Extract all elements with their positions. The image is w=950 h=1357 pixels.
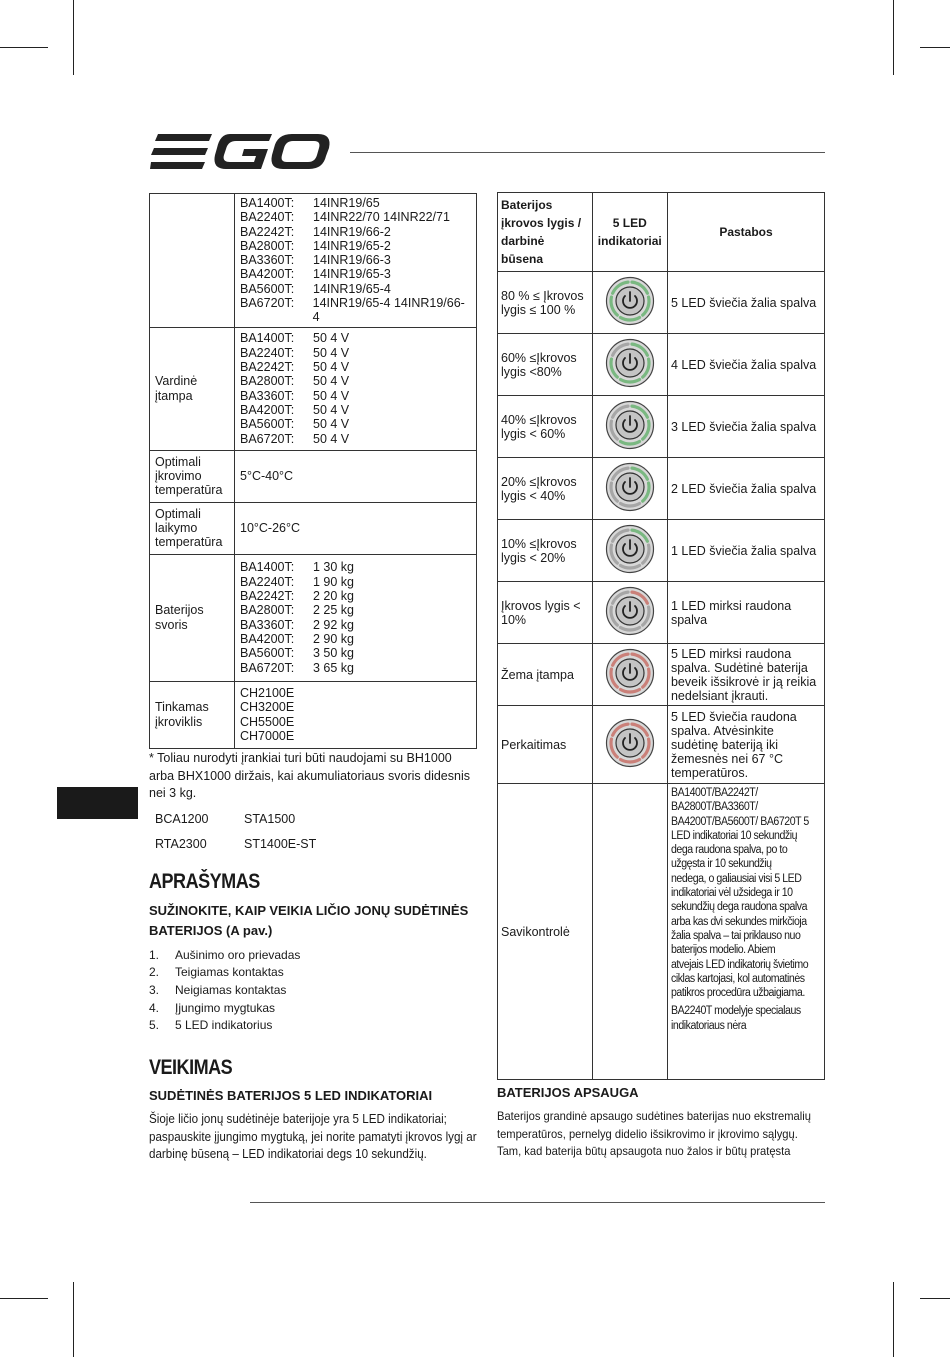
spec-pair [240,210,471,224]
spec-pair [240,282,471,296]
led-row [498,520,825,582]
power-led-ring-icon [605,718,655,768]
model: BA3360T: [240,388,295,403]
value: 50 4 V [313,402,350,417]
state-cell: 60% ≤Įkrovos lygis <80% [498,334,593,396]
value: 14INR19/65 [313,196,380,210]
model: BA3360T: [240,617,295,632]
value: 14INR19/66-3 [313,253,391,268]
tool-row [155,812,333,826]
tool-row [155,837,333,851]
list-number: 5. [149,1018,160,1033]
spec-pair [240,331,471,345]
note-cell: 5 LED šviečia raudona spalva. Atvėsinkite sudėtinę bateriją iki žemesnės nei 67 °C temperatūros. [667,706,824,784]
model: BA2800T: [240,603,295,618]
led-header-row [498,193,825,272]
value: 50 4 V [313,388,350,403]
note-cell: 3 LED šviečia žalia spalva [667,396,824,458]
protection-text: Baterijos grandinė apsaugo sudėtines baterijas nuo ekstremalių temperatūros, pernelyg didelio išsikrovimo ir įkrovimo sąlygų. Tam, kad baterija būtų apsaugota nuo žalos ir būtų pratęsta [497,1109,811,1158]
spec-pair [240,296,471,325]
spec-label: Vardinė įtampa [150,327,235,450]
list-item [149,999,300,1017]
selfcheck-note-2: BA2240T modelyje specialaus indikatoriaus nėra [670,1005,801,1032]
state-cell: Perkaitimas [498,706,593,784]
model: BA1400T: [240,196,295,210]
spec-pair [240,560,471,574]
list-item [149,981,300,999]
spec-values [235,194,477,328]
spec-pair [240,403,471,417]
list-text: Įjungimo mygtukas [175,1000,276,1015]
weight-note: * Toliau nurodyti įrankiai turi būti naudojami su BH1000 arba BHX1000 diržais, kai akumuliatoriaus svoris didesnis nei 3 kg. [149,751,470,800]
power-led-ring-icon [605,462,655,512]
spec-values [235,327,477,450]
led-cell [592,706,667,784]
state-cell: 80 % ≤ Įkrovos lygis ≤ 100 % [498,272,593,334]
led-cell [592,396,667,458]
spec-label: Optimali laikymo temperatūra [150,502,235,554]
value: 50 4 V [313,331,350,346]
spec-pair [240,646,471,660]
spec-pair [240,360,471,374]
model: BA2242T: [240,224,295,239]
model: BA4200T: [240,402,295,417]
value: 14INR19/65-2 [313,238,391,253]
spec-pair [240,374,471,388]
spec-pair [240,389,471,403]
spec-pair [240,225,471,239]
crop-mark [893,1282,894,1357]
led-row [498,272,825,334]
state-cell: 20% ≤Įkrovos lygis < 40% [498,458,593,520]
crop-mark [920,1298,950,1299]
spec-row-storage-temp [150,502,477,554]
operation-text: Šioje ličio jonų sudėtinėje baterijoje yra 5 LED indikatoriai; paspauskite įjungimo mygtuką, jei norite pamatyti įkrovos lygį ar darbinę būseną – LED indikatoriai degs 10 sekundžių. [149,1112,477,1161]
spec-label: Tinkamas įkroviklis [150,681,235,748]
header-rule [350,152,825,153]
led-row-selfcheck [498,784,825,1080]
spec-table [149,193,477,749]
spec-value: 10°C-26°C [235,502,477,554]
model: BA5600T: [240,281,295,296]
spec-value: 5°C-40°C [235,450,477,502]
led-cell [592,272,667,334]
model: BA2240T: [240,345,295,360]
model: BA2242T: [240,360,295,375]
value: 50 4 V [313,417,350,432]
spec-row-voltage [150,327,477,450]
col-header-state: Baterijos įkrovos lygis / darbinė būsena [498,193,593,272]
power-led-ring-icon [605,648,655,698]
spec-values [235,681,477,748]
model: BA6720T: [240,296,295,311]
crop-mark [893,0,894,75]
crop-mark [0,47,48,48]
note-cell: 5 LED šviečia žalia spalva [667,272,824,334]
value: 50 4 V [313,360,350,375]
model: BA4200T: [240,631,295,646]
model: BA3360T: [240,253,295,268]
tool-name: RTA2300 [155,837,207,851]
crop-mark [0,1298,48,1299]
list-text: Aušinimo oro prievadas [175,947,301,962]
spec-pair [240,432,471,446]
note-cell: 1 LED šviečia žalia spalva [667,520,824,582]
col-header-led: 5 LED indikatoriai [592,193,667,272]
list-number: 1. [149,947,160,962]
state-cell: Įkrovos lygis < 10% [498,582,593,644]
value: 2 92 kg [313,617,355,632]
spec-pair [240,239,471,253]
spec-pair [240,603,471,617]
footer-rule [250,1202,825,1203]
led-cell-empty [592,784,667,1080]
spec-label: Baterijos svoris [150,554,235,681]
spec-row-cells [150,194,477,328]
led-cell [592,458,667,520]
crop-mark [920,47,950,48]
spec-pair [240,417,471,431]
value: 1 30 kg [313,560,355,575]
list-text: Teigiamas kontaktas [175,965,284,980]
value: 14INR22/70 14INR22/71 [313,210,450,225]
model: BA1400T: [240,560,295,575]
value: 50 4 V [313,431,350,446]
model: BA1400T: [240,331,295,346]
led-cell [592,334,667,396]
protection-heading: BATERIJOS APSAUGA [497,1085,639,1100]
led-cell [592,644,667,706]
description-heading: APRAŠYMAS [149,870,260,893]
value: 14INR19/65-4 [313,281,391,296]
led-cell [592,582,667,644]
spec-values [235,554,477,681]
note-cell: 2 LED šviečia žalia spalva [667,458,824,520]
spec-label [150,194,235,328]
spec-pair [240,575,471,589]
col-header-notes: Pastabos [667,193,824,272]
list-text: 5 LED indikatorius [175,1018,273,1033]
state-cell: Žema įtampa [498,644,593,706]
note-cell: 1 LED mirksi raudona spalva [667,582,824,644]
model: BA5600T: [240,417,295,432]
crop-mark [73,0,74,75]
spec-row-charge-temp [150,450,477,502]
model: BA2240T: [240,574,295,589]
model: BA2240T: [240,210,295,225]
led-row [498,582,825,644]
crop-mark [73,1282,74,1357]
model: BA2800T: [240,374,295,389]
spec-pair [240,346,471,360]
tool-name: ST1400E-ST [244,837,317,851]
value: 1 90 kg [313,574,355,589]
value: 50 4 V [313,345,350,360]
spec-pair [240,253,471,267]
spec-pair [240,196,471,210]
spec-pair [240,661,471,675]
list-item [149,946,300,964]
value: 2 25 kg [313,603,355,618]
value: 3 65 kg [313,660,355,675]
led-row [498,458,825,520]
power-led-ring-icon [605,524,655,574]
model: BA2800T: [240,238,295,253]
value: 14INR19/65-3 [313,267,391,282]
note-cell [667,784,824,1080]
value: 2 20 kg [313,589,355,604]
value: 2 90 kg [313,631,355,646]
led-table [497,192,825,1080]
power-led-ring-icon [605,400,655,450]
model: BA2242T: [240,589,295,604]
note-cell: 5 LED mirksi raudona spalva. Sudėtinė baterija beveik išsikrovė ir ją reikia nedelsiant įkrauti. [667,644,824,706]
component-list [149,946,300,1034]
led-cell [592,520,667,582]
tool-name: BCA1200 [155,812,209,826]
spec-label: Optimali įkrovimo temperatūra [150,450,235,502]
operation-subheading: SUDĖTINĖS BATERIJOS 5 LED INDIKATORIAI [149,1088,433,1103]
led-row [498,334,825,396]
state-cell: 10% ≤Įkrovos lygis < 20% [498,520,593,582]
language-tab [57,787,138,819]
spec-pair [240,267,471,281]
led-row [498,706,825,784]
spec-row-weight [150,554,477,681]
model: BA5600T: [240,646,295,661]
model: BA4200T: [240,267,295,282]
power-led-ring-icon [605,586,655,636]
state-cell: Savikontrolė [498,784,593,1080]
led-row [498,396,825,458]
charger-model: CH7000E [240,728,295,743]
power-led-ring-icon [605,338,655,388]
list-text: Neigiamas kontaktas [175,982,287,997]
value: 50 4 V [313,374,350,389]
charger-model: CH3200E [240,700,295,715]
operation-heading: VEIKIMAS [149,1056,233,1079]
description-subheading: SUŽINOKITE, KAIP VEIKIA LIČIO JONŲ SUDĖTINĖS BATERIJOS (A pav.) [149,903,469,938]
value: 14INR19/66-2 [313,224,391,239]
value: 3 50 kg [313,646,355,661]
tool-name: STA1500 [244,812,296,826]
state-cell: 40% ≤Įkrovos lygis < 60% [498,396,593,458]
model: BA6720T: [240,431,295,446]
power-led-ring-icon [605,276,655,326]
charger-model: CH2100E [240,686,295,701]
spec-pair [240,589,471,603]
list-number: 4. [149,1000,160,1015]
list-item [149,1016,300,1034]
spec-pair [240,618,471,632]
model: BA6720T: [240,660,295,675]
spec-pair [240,632,471,646]
list-number: 3. [149,982,160,997]
charger-model: CH5500E [240,714,295,729]
note-cell: 4 LED šviečia žalia spalva [667,334,824,396]
spec-row-charger [150,681,477,748]
ego-logo [150,132,332,177]
list-number: 2. [149,965,160,980]
led-row [498,644,825,706]
value: 14INR19/65-4 14INR19/66-4 [312,296,465,325]
selfcheck-note: BA1400T/BA2242T/ BA2800T/BA3360T/ BA4200T/BA5600T/ BA6720T 5 LED indikatoriai 10 sekundžių dega raudona spalva, po to užgęsta ir 10 sekundžių nedega, o galiausiai visi 5 LED indikatoriai vėl užsidega ir 10 sekundžių dega raudona spalva arba kas dvi sekundes mirkčioja žalia spalva – tai priklauso nuo baterijos modelio. Abiem atvejais LED indikatorių švietimo ciklas kartojasi, kol automatinės patikros procedūra užbaigiama. [670,787,809,1000]
list-item [149,964,300,982]
